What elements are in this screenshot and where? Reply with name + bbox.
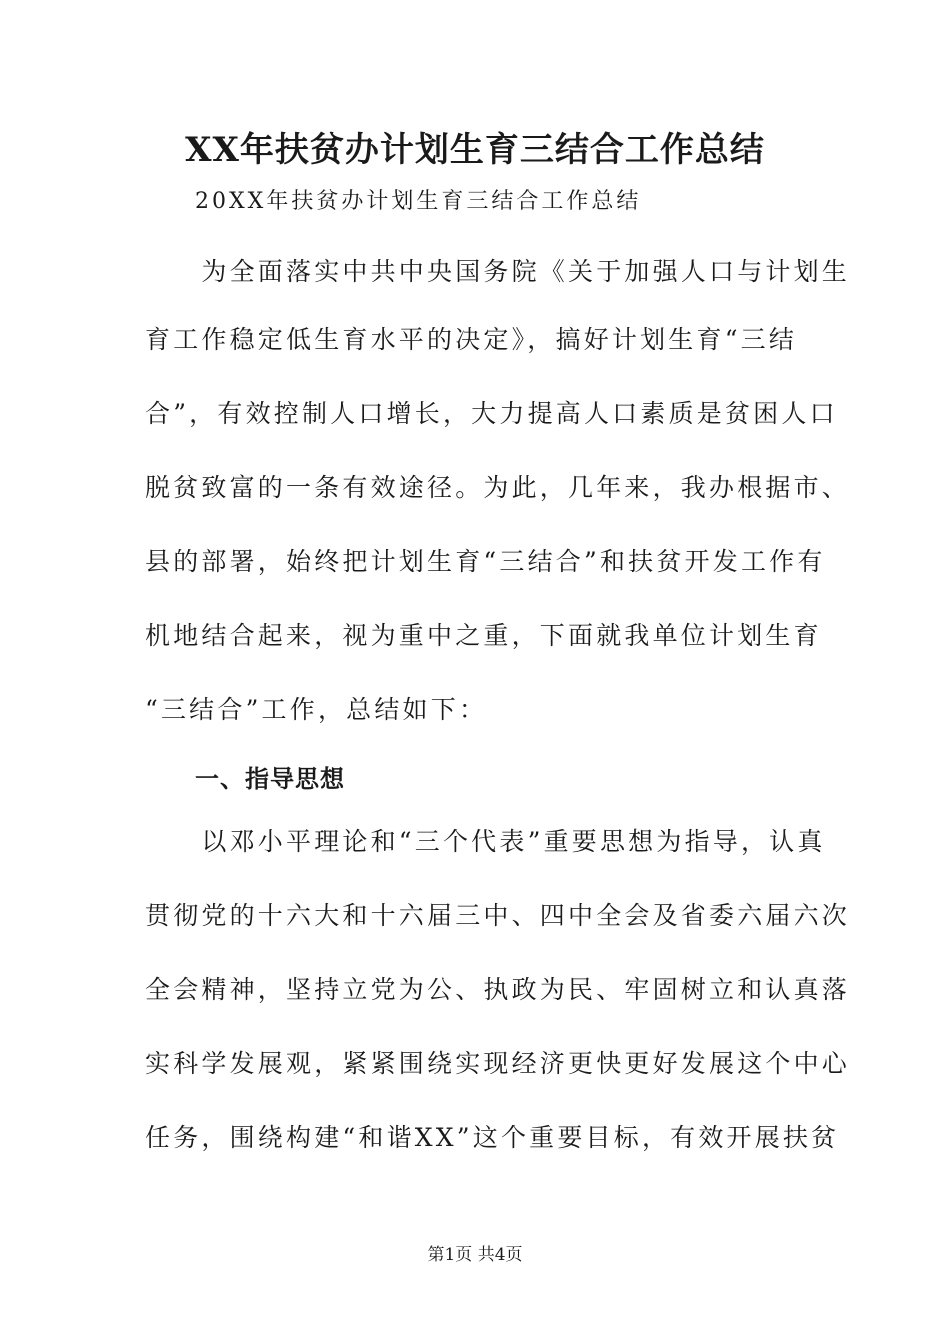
page-number-footer: 第1页 共4页 — [427, 1245, 523, 1265]
paragraph-line: 以邓小平理论和“三个代表”重要思想为指导，认真 — [145, 827, 826, 856]
paragraph-line: 育工作稳定低生育水平的决定》，搞好计划生育“三结 — [145, 325, 798, 354]
paragraph-line: 为全面落实中共中央国务院《关于加强人口与计划生 — [145, 257, 851, 286]
paragraph-line: 贯彻党的十六大和十六届三中、四中全会及省委六届六次 — [145, 901, 851, 930]
paragraph-line: 实科学发展观，紧紧围绕实现经济更快更好发展这个中心 — [145, 1049, 851, 1078]
paragraph-line: 全会精神，坚持立党为公、执政为民、牢固树立和认真落 — [145, 975, 851, 1004]
document-title: XX年扶贫办计划生育三结合工作总结 — [185, 130, 765, 170]
paragraph-line: 脱贫致富的一条有效途径。为此，几年来，我办根据市、 — [145, 473, 851, 502]
document-subtitle: 20XX年扶贫办计划生育三结合工作总结 — [195, 189, 642, 214]
section-heading: 一、指导思想 — [195, 765, 345, 793]
paragraph-line: 任务，围绕构建“和谐XX”这个重要目标，有效开展扶贫 — [145, 1123, 840, 1152]
paragraph-line: 机地结合起来，视为重中之重，下面就我单位计划生育 — [145, 621, 822, 650]
paragraph-line: 合”，有效控制人口增长，大力提高人口素质是贫困人口 — [145, 399, 838, 428]
paragraph-line: “三结合”工作，总结如下： — [145, 695, 488, 724]
paragraph-line: 县的部署，始终把计划生育“三结合”和扶贫开发工作有 — [145, 547, 826, 576]
